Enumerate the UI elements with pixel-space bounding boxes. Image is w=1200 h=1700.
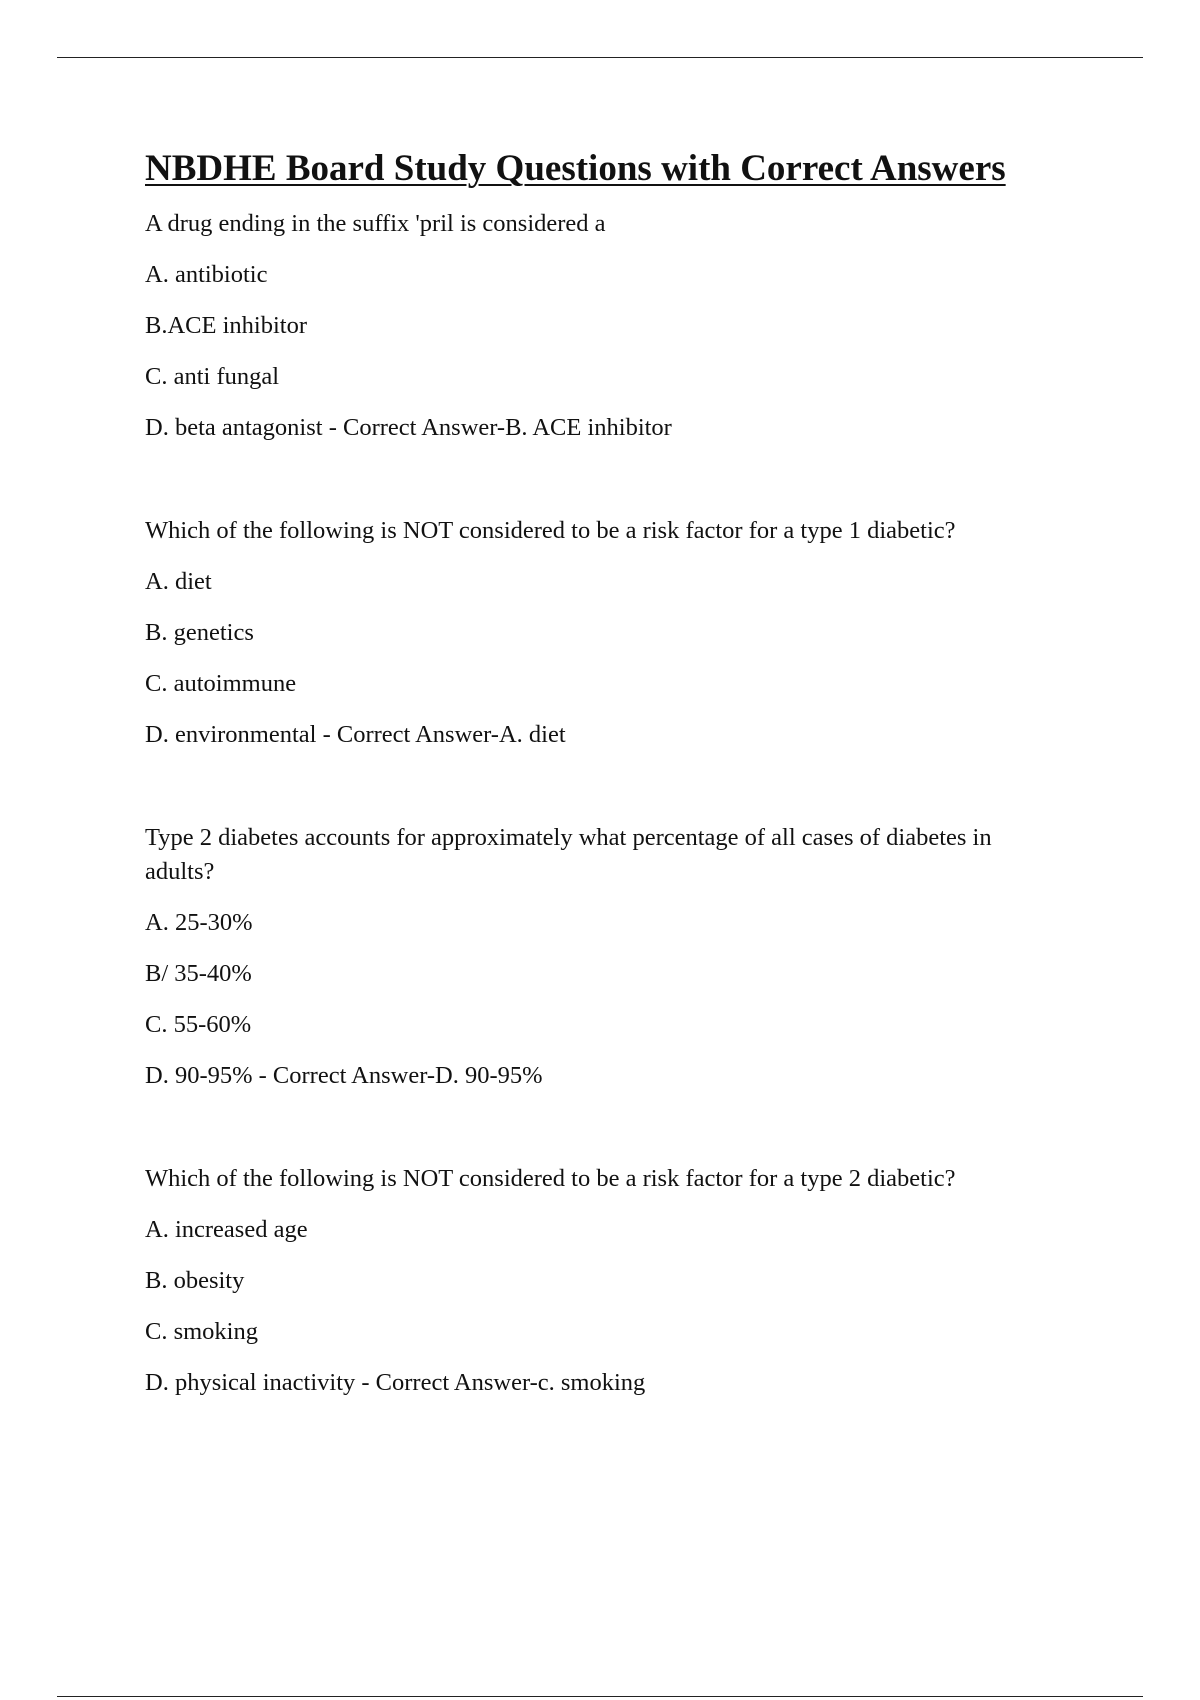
bottom-rule <box>57 1696 1143 1697</box>
top-rule <box>57 57 1143 58</box>
answer-option: C. autoimmune <box>145 670 297 697</box>
answer-option: B. obesity <box>145 1267 245 1294</box>
answer-option: C. smoking <box>145 1318 258 1345</box>
answer-option-with-correct-answer: D. beta antagonist - Correct Answer-B. ACE inhibitor <box>145 414 672 441</box>
question-stem: Type 2 diabetes accounts for approximately what percentage of all cases of diabetes in adults? <box>145 824 992 885</box>
answer-option: A. 25-30% <box>145 909 253 936</box>
answer-option-with-correct-answer: D. environmental - Correct Answer-A. diet <box>145 721 566 748</box>
answer-option: A. antibiotic <box>145 261 268 288</box>
document-title: NBDHE Board Study Questions with Correct Answers <box>145 148 1006 189</box>
answer-option: A. increased age <box>145 1216 308 1243</box>
question-stem: Which of the following is NOT considered to be a risk factor for a type 2 diabetic? <box>145 1165 956 1192</box>
answer-option: B. genetics <box>145 619 254 646</box>
answer-option-with-correct-answer: D. 90-95% - Correct Answer-D. 90-95% <box>145 1062 543 1089</box>
document-body <box>145 144 1105 1400</box>
question-block <box>145 207 1105 445</box>
answer-option: A. diet <box>145 568 212 595</box>
question-stem: A drug ending in the suffix 'pril is considered a <box>145 210 606 237</box>
question-stem: Which of the following is NOT considered to be a risk factor for a type 1 diabetic? <box>145 517 956 544</box>
answer-option: B/ 35-40% <box>145 960 252 987</box>
question-block <box>145 821 1105 1093</box>
question-block <box>145 514 1105 752</box>
question-block <box>145 1162 1105 1400</box>
answer-option: B.ACE inhibitor <box>145 312 307 339</box>
answer-option: C. anti fungal <box>145 363 280 390</box>
answer-option: C. 55-60% <box>145 1011 252 1038</box>
answer-option-with-correct-answer: D. physical inactivity - Correct Answer-c. smoking <box>145 1369 646 1396</box>
